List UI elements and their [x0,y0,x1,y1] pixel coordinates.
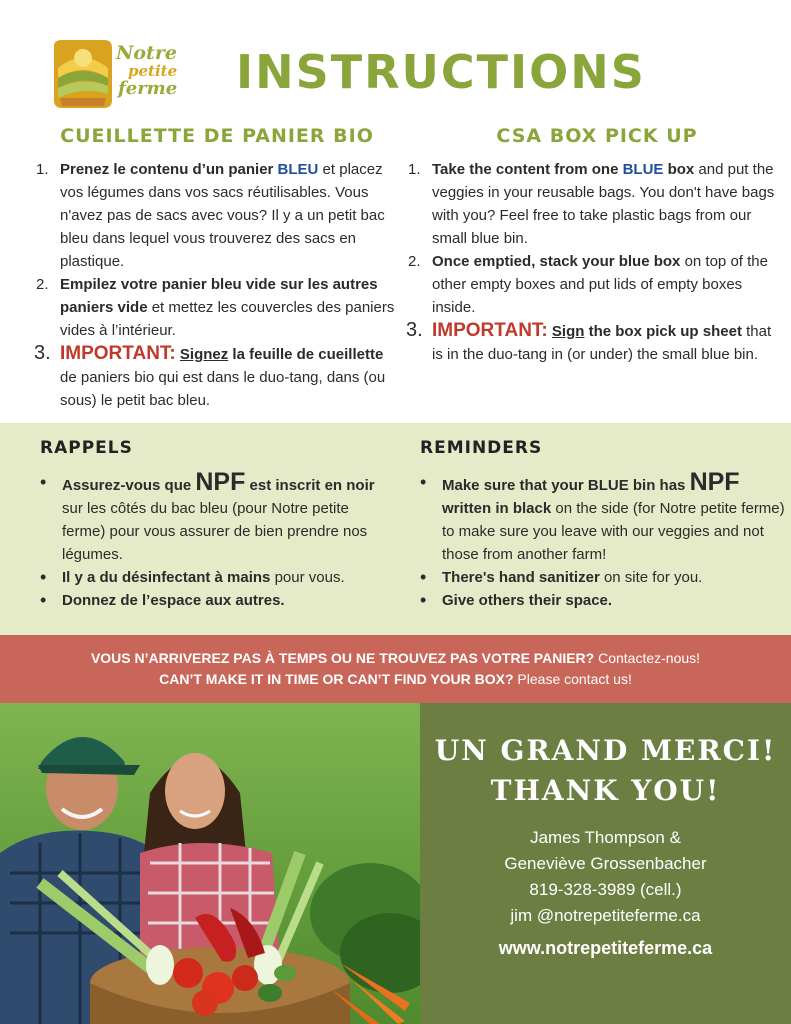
reminder-item [420,589,788,612]
step-bold-text: Empilez votre panier bleu vide sur les autres paniers vide [60,276,378,316]
alert-en-text: Please contact us! [513,671,632,687]
reminders-french [40,435,390,612]
reminder-bold-text: There's hand sanitizer [442,569,600,586]
thanks-line-en: THANK YOU! [490,774,721,807]
reminder-bold-text: Assurez-vous que [62,477,196,494]
english-steps [408,158,786,366]
english-instructions [408,122,786,366]
farmers-photo [0,703,420,1024]
french-title: CUEILLETTE DE PANIER BIO [60,125,374,147]
reminder-text: pour vous. [270,569,345,586]
reminder-text: sur les côtés du bac bleu (pour Notre petite ferme) pour vous assurer de bien prendre nos légumes. [62,500,368,563]
reminders-fr-title: RAPPELS [40,438,133,458]
step-bold-text: the box pick up sheet [584,323,742,340]
french-steps [36,158,398,412]
thanks-line-fr: UN GRAND MERCI! [434,734,777,767]
step-text: de paniers bio qui est dans le duo-tang, dans (ou sous) le petit bac bleu. [60,369,386,409]
website-link[interactable]: www.notrepetiteferme.ca [498,938,713,958]
reminder-bold-text: Il y a du désinfectant à mains [62,569,271,586]
reminder-text: on the side (for Notre petite ferme) to make sure you leave with our veggies and not those from another farm! [442,500,785,563]
reminders-band [0,423,791,635]
farmers-with-vegetables-image [0,703,420,1024]
logo-line-2: petite [128,62,178,80]
step-number: 1. [36,161,49,178]
step-text: et placez vos légumes dans vos sacs réutilisables. Vous n'avez pas de sacs avec vous? Il y a un petit bac bleu dans lequel vous trouverez des sacs en plastique. [60,161,385,270]
step-text: and put the veggies in your reusable bags. You don't have bags with you? Feel free to take plastic bags from our small blue bin. [432,161,775,247]
reminders-english [420,435,788,612]
step-bold-text: la feuille de cueillette [228,346,384,363]
english-step-2 [408,250,786,319]
contact-info [420,825,791,929]
important-label: IMPORTANT: [60,343,176,364]
step-bold-text: Prenez le contenu d’un panier [60,161,278,178]
french-step-2 [36,273,398,342]
logo-line-1: Notre [116,42,177,64]
step-number: 2. [36,276,49,293]
step-number: 3. [406,319,423,341]
header [0,0,791,122]
step-bold-text: Once emptied, stack your blue box [432,253,681,270]
step-bold-text: box [663,161,695,178]
step-number: 3. [34,342,51,364]
french-instructions [36,122,398,412]
english-title: CSA BOX PICK UP [496,125,698,147]
logo-text [116,44,177,98]
french-step-3 [36,342,398,412]
french-step-1 [36,158,398,273]
blue-keyword: BLEU [277,161,319,178]
thanks-title [420,731,791,811]
sign-keyword: Sign [551,323,585,340]
thank-you-panel [420,703,791,1024]
reminders-fr-list [40,468,390,612]
reminders-en-list [420,468,788,612]
reminder-bold-text: Make sure that your BLUE bin has [442,477,690,494]
step-text: on top of the other empty boxes and put lids of empty boxes inside. [432,253,768,316]
alert-fr-text: Contactez-nous! [594,650,701,666]
reminders-en-title: REMINDERS [420,438,543,458]
reminder-item [420,468,788,566]
reminder-bold-text: written in black [442,500,552,517]
page-title: INSTRUCTIONS [236,45,646,99]
reminder-bold-text: Donnez de l’espace aux autres. [62,592,285,609]
blue-keyword: BLUE [622,161,664,178]
alert-fr-bold: VOUS N’ARRIVEREZ PAS À TEMPS OU NE TROUVEZ PAS VOTRE PANIER? [90,650,595,666]
logo-line-3: ferme [118,78,178,99]
alert-line-en [0,669,791,690]
step-bold-text: Take the content from one [432,161,623,178]
alert-en-bold: CAN’T MAKE IT IN TIME OR CAN’T FIND YOUR BOX? [159,671,514,687]
reminder-text: on site for you. [599,569,703,586]
contact-name-1: James Thompson & [530,828,681,847]
english-step-1 [408,158,786,250]
step-number: 2. [408,253,421,270]
sign-keyword: Signez [179,346,229,363]
contact-alert-band [0,635,791,703]
contact-email[interactable]: jim @notrepetiteferme.ca [510,906,701,925]
reminder-item [40,468,390,566]
step-text: that is in the duo-tang in (or under) the small blue bin. [432,323,772,363]
alert-line-fr [0,648,791,669]
contact-phone[interactable]: 819-328-3989 (cell.) [529,880,682,899]
reminder-bold-text: Give others their space. [442,592,613,609]
english-step-3 [408,319,786,366]
reminder-bold-text: est inscrit en noir [245,477,375,494]
npf-mark: NPF [689,468,740,496]
farm-field-icon [48,38,118,112]
reminder-item [40,566,390,589]
npf-mark: NPF [195,468,246,496]
step-number: 1. [408,161,421,178]
reminder-item [420,566,788,589]
reminder-item [40,589,390,612]
step-text: et mettez les couvercles des paniers vides à l’intérieur. [60,299,395,339]
contact-name-2: Geneviève Grossenbacher [504,854,707,873]
important-label: IMPORTANT: [432,320,548,341]
farm-logo [48,38,208,112]
